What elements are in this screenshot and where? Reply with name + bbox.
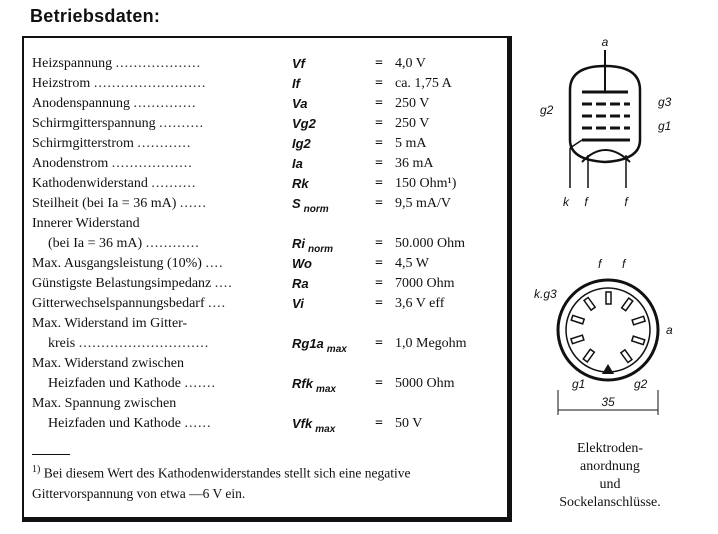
data-row	[32, 234, 502, 254]
row-symbol	[292, 174, 309, 194]
row-label-text: Anodenstrom	[32, 156, 109, 171]
row-label-text: Max. Ausgangsleistung (10%)	[32, 256, 202, 271]
row-label	[32, 114, 204, 134]
row-value: ca. 1,75 A	[395, 76, 452, 91]
equals-sign: =	[375, 276, 383, 291]
symbol-text: Vi	[292, 296, 304, 311]
equals-sign: =	[375, 156, 383, 171]
socket-diagram	[530, 250, 690, 430]
row-value: 5 mA	[395, 136, 427, 151]
equals-sign: =	[375, 56, 383, 71]
row-symbol	[292, 294, 304, 314]
data-row	[32, 414, 502, 434]
dimension-label: 35	[601, 395, 615, 409]
data-row	[32, 194, 502, 214]
row-symbol	[292, 374, 336, 396]
equals-sign: =	[375, 116, 383, 131]
row-label-text: Kathodenwiderstand	[32, 176, 148, 191]
tube-label-g3: g3	[658, 95, 672, 109]
row-symbol	[292, 54, 305, 74]
row-symbol	[292, 194, 329, 216]
row-symbol	[292, 274, 309, 294]
symbol-text: Rk	[292, 176, 309, 191]
row-symbol	[292, 114, 316, 134]
data-row	[32, 334, 502, 354]
row-value: 1,0 Megohm	[395, 336, 467, 351]
row-symbol	[292, 414, 335, 436]
row-label-text: Innerer Widerstand	[32, 216, 140, 231]
row-label	[32, 354, 184, 374]
row-label	[48, 334, 209, 354]
footnote-mark: 1)	[32, 464, 41, 475]
symbol-text: Ia	[292, 156, 303, 171]
equals-sign: =	[375, 196, 383, 211]
electrode-diagram	[530, 30, 680, 220]
row-label-text: Heizstrom	[32, 76, 91, 91]
row-label-text: Schirmgitterspannung	[32, 116, 156, 131]
row-label	[32, 134, 191, 154]
data-row	[32, 94, 502, 114]
grid-dashes	[582, 104, 630, 128]
leader-dots: ..............	[133, 96, 197, 111]
row-label-text: Schirmgitterstrom	[32, 136, 134, 151]
row-label	[32, 394, 176, 414]
row-label	[32, 54, 201, 74]
data-row	[32, 374, 502, 394]
leader-dots: ....	[208, 296, 227, 311]
leader-dots: .............................	[78, 336, 210, 351]
socket-key	[602, 364, 614, 374]
row-label-text: Max. Widerstand im Gitter-	[32, 316, 188, 331]
row-value: 7000 Ohm	[395, 276, 455, 291]
row-value: 250 V	[395, 116, 430, 131]
symbol-text: Wo	[292, 256, 312, 271]
tube-label-f1: f	[584, 195, 588, 209]
socket-pins	[571, 292, 645, 363]
row-label-text: (bei Ia = 36 mA)	[48, 236, 143, 251]
socket-label-g1: g1	[572, 377, 586, 391]
row-symbol	[292, 134, 311, 154]
leader-dots: ....	[214, 276, 233, 291]
data-row	[32, 274, 502, 294]
row-label-text: Max. Spannung zwischen	[32, 396, 177, 411]
symbol-text: Rfk	[292, 376, 313, 391]
equals-sign: =	[375, 176, 383, 191]
tube-label-k: k	[563, 195, 569, 209]
tube-label-f2: f	[624, 195, 628, 209]
leader-dots: .........................	[93, 76, 207, 91]
symbol-text: Ri	[292, 236, 305, 251]
equals-sign: =	[375, 236, 383, 251]
data-row	[32, 394, 502, 414]
row-label-text: Steilheit (bei Ia = 36 mA)	[32, 196, 177, 211]
symbol-text: Vg2	[292, 116, 316, 131]
caption-line-2: anordnung	[580, 459, 640, 474]
data-rows	[32, 54, 502, 434]
operating-data-panel	[22, 36, 512, 522]
row-value: 150 Ohm¹)	[395, 176, 457, 191]
equals-sign: =	[375, 296, 383, 311]
caption-line-3: und	[599, 477, 621, 492]
data-row	[32, 54, 502, 74]
symbol-text: S	[292, 196, 301, 211]
row-value: 5000 Ohm	[395, 376, 455, 391]
row-value: 9,5 mA/V	[395, 196, 451, 211]
equals-sign: =	[375, 136, 383, 151]
row-label	[32, 214, 140, 234]
row-label	[48, 234, 200, 254]
tube-pins	[570, 140, 626, 188]
socket-label-g2: g2	[634, 377, 648, 391]
socket-label-a: a	[666, 323, 673, 337]
section-heading: Betriebsdaten:	[30, 6, 161, 26]
footnote	[32, 460, 498, 504]
tube-label-g1: g1	[658, 119, 672, 133]
row-label-text: kreis	[48, 336, 76, 351]
row-label-text: Günstigste Belastungsimpedanz	[32, 276, 212, 291]
leader-dots: ..........	[151, 176, 197, 191]
row-label	[32, 274, 233, 294]
row-label	[32, 174, 196, 194]
row-value: 36 mA	[395, 156, 434, 171]
row-label	[32, 94, 197, 114]
row-label-text: Anodenspannung	[32, 96, 130, 111]
data-row	[32, 314, 502, 334]
row-symbol	[292, 74, 300, 94]
leader-dots: ....	[205, 256, 224, 271]
symbol-text: If	[292, 76, 300, 91]
symbol-subscript: max	[326, 344, 347, 355]
row-value: 4,5 W	[395, 256, 429, 271]
equals-sign: =	[375, 256, 383, 271]
row-label	[32, 194, 207, 214]
tube-label-a: a	[601, 35, 609, 49]
leader-dots: ............	[137, 136, 192, 151]
symbol-text: Vfk	[292, 416, 313, 431]
row-label	[32, 154, 193, 174]
footnote-rule	[32, 454, 70, 455]
row-label	[32, 294, 226, 314]
symbol-text: Ig2	[292, 136, 311, 151]
tube-label-g2: g2	[540, 103, 554, 117]
row-label	[32, 74, 206, 94]
caption-line-1: Elektroden-	[576, 441, 644, 456]
leader-dots: ......	[184, 416, 212, 431]
row-symbol	[292, 94, 307, 114]
row-label-text: Gitterwechselspannungsbedarf	[32, 296, 205, 311]
data-row	[32, 354, 502, 374]
row-label-text: Max. Widerstand zwischen	[32, 356, 184, 371]
data-row	[32, 214, 502, 234]
data-row	[32, 134, 502, 154]
row-label	[32, 314, 187, 334]
row-value: 250 V	[395, 96, 430, 111]
leader-dots: ............	[145, 236, 200, 251]
footnote-text: Bei diesem Wert des Kathodenwiderstandes stellt sich eine negative Gittervorspannung von etwa —6 V ein.	[32, 465, 411, 501]
leader-dots: ..........	[159, 116, 205, 131]
equals-sign: =	[375, 76, 383, 91]
row-label	[48, 374, 216, 394]
data-row	[32, 154, 502, 174]
symbol-subscript: norm	[308, 244, 333, 255]
row-symbol	[292, 154, 303, 174]
equals-sign: =	[375, 416, 383, 431]
symbol-text: Vf	[292, 56, 305, 71]
leader-dots: ..................	[111, 156, 193, 171]
socket-label-f2: f	[622, 257, 626, 271]
row-label-text: Heizspannung	[32, 56, 113, 71]
row-symbol	[292, 334, 347, 356]
row-value: 50.000 Ohm	[395, 236, 465, 251]
data-row	[32, 114, 502, 134]
row-label	[48, 414, 211, 434]
equals-sign: =	[375, 376, 383, 391]
row-label-text: Heizfaden und Kathode	[48, 376, 181, 391]
equals-sign: =	[375, 336, 383, 351]
row-value: 3,6 V eff	[395, 296, 445, 311]
symbol-subscript: max	[315, 384, 336, 395]
symbol-text: Rg1a	[292, 336, 324, 351]
row-value: 4,0 V	[395, 56, 426, 71]
row-label-text: Heizfaden und Kathode	[48, 416, 181, 431]
leader-dots: .......	[184, 376, 216, 391]
symbol-subscript: norm	[303, 204, 329, 215]
data-row	[32, 74, 502, 94]
socket-label-kg3: k.g3	[534, 287, 557, 301]
row-symbol	[292, 254, 312, 274]
caption-line-4: Sockelanschlüsse.	[559, 495, 661, 510]
symbol-text: Ra	[292, 276, 309, 291]
leader-dots: ...................	[115, 56, 202, 71]
row-symbol	[292, 234, 333, 256]
socket-label-f1: f	[598, 257, 602, 271]
data-row	[32, 294, 502, 314]
symbol-text: Va	[292, 96, 308, 111]
data-row	[32, 254, 502, 274]
equals-sign: =	[375, 96, 383, 111]
symbol-subscript: max	[315, 424, 336, 435]
row-label	[32, 254, 223, 274]
data-row	[32, 174, 502, 194]
row-value: 50 V	[395, 416, 423, 431]
leader-dots: ......	[179, 196, 207, 211]
diagram-caption	[530, 440, 690, 512]
